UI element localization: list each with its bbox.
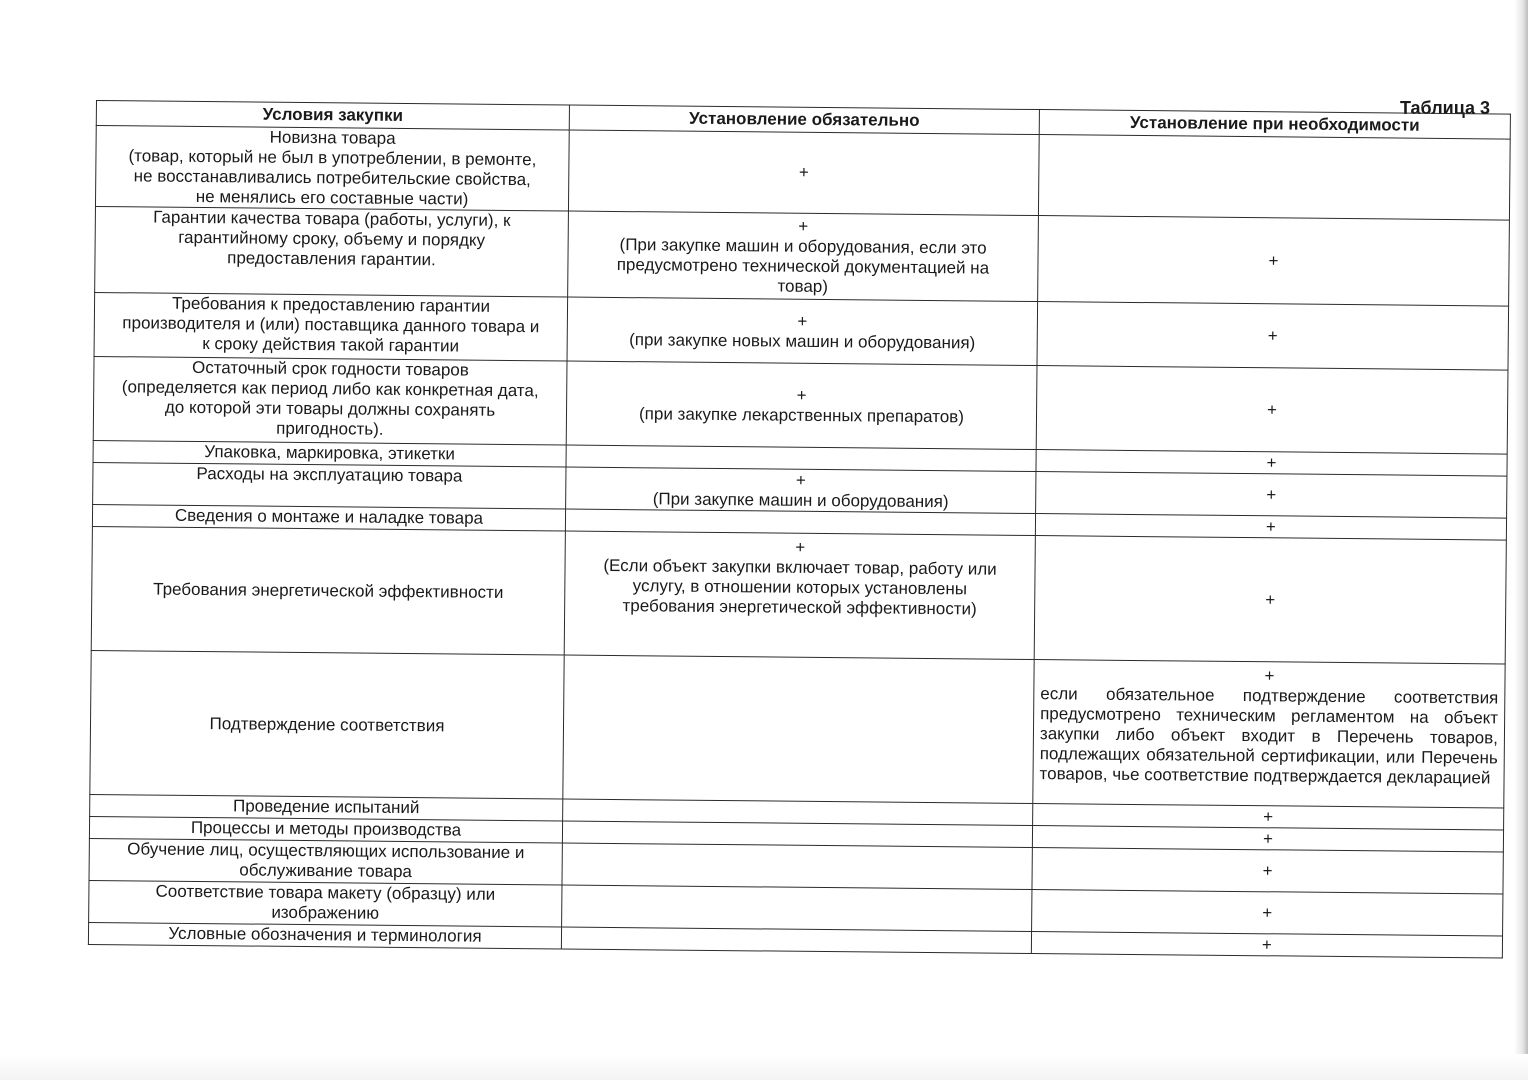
text-line: предоставления гарантии. xyxy=(227,248,436,270)
cell-condition xyxy=(94,292,568,361)
text-line: обслуживание товара xyxy=(239,860,412,882)
text-line: Соответствие товара макету (образцу) или xyxy=(155,881,496,904)
header-optional: Установление при необходимости xyxy=(1039,110,1510,140)
cell-mandatory xyxy=(562,843,1032,890)
text-line: Сведения о монтаже и наладке товара xyxy=(174,505,484,528)
cell-optional xyxy=(1038,135,1510,221)
text-line: (при закупке лекарственных препаратов) xyxy=(638,403,965,426)
text-line: (При закупке машин и оборудования, если это xyxy=(619,234,987,258)
text-line: изображению xyxy=(271,902,380,923)
text-line: (товар, который не был в употреблении, в ремонте, xyxy=(128,146,537,170)
cell-condition xyxy=(95,126,569,212)
text-line: Новизна товара xyxy=(269,127,396,148)
scan-page-edge xyxy=(1514,0,1528,1080)
cell-optional xyxy=(1036,366,1508,455)
cell-optional xyxy=(1034,536,1506,665)
text-line: Остаточный срок годности товаров xyxy=(191,357,469,380)
table-row xyxy=(90,650,1505,808)
cell-optional xyxy=(1031,932,1502,959)
text-line: Требования энергетической эффективности xyxy=(153,579,504,602)
cell-condition xyxy=(88,922,561,949)
optional-paragraph: если обязательное подтверждение соответствия предусмотрено техническим регламентом на объект закупки либо объект входит в Перечень товаров, подлежащих обязательной сертификации, или Перечень товаров, чье соответствие подтверждается декларацией xyxy=(1039,684,1499,788)
text-line: требования энергетической эффективности) xyxy=(622,596,977,619)
table-row xyxy=(93,356,1508,454)
plus-mark: + xyxy=(1262,828,1274,848)
scan-bottom-shade xyxy=(0,1054,1528,1080)
table-caption: Таблица 3 xyxy=(1400,98,1491,118)
plus-mark: + xyxy=(797,311,808,331)
plus-mark: + xyxy=(798,162,809,182)
text-line: гарантийному сроку, объему и порядку xyxy=(178,227,486,250)
text-line: пригодность). xyxy=(276,418,384,439)
text-line: (При закупке машин и оборудования) xyxy=(652,488,949,511)
plus-mark: + xyxy=(1262,860,1273,880)
plus-mark: + xyxy=(1266,452,1277,472)
text-line: (определяется как период либо как конкретная дата, xyxy=(121,377,539,401)
cell-mandatory xyxy=(563,655,1034,804)
cell-mandatory xyxy=(564,531,1035,660)
cell-mandatory xyxy=(567,297,1038,366)
cell-condition xyxy=(91,526,565,655)
plus-mark: + xyxy=(1265,589,1276,609)
text-line: товар) xyxy=(777,276,829,296)
cell-condition xyxy=(95,206,569,297)
cell-mandatory xyxy=(566,361,1037,450)
plus-mark: + xyxy=(1264,666,1275,686)
header-conditions: Условия закупки xyxy=(96,101,569,131)
cell-optional xyxy=(1038,216,1510,307)
text-line: Процессы и методы производства xyxy=(190,817,462,840)
text-line: Гарантии качества товара (работы, услуги), к xyxy=(153,207,511,230)
plus-mark: + xyxy=(1266,484,1277,504)
cell-mandatory xyxy=(561,927,1031,954)
cell-optional xyxy=(1032,848,1503,895)
header-mandatory: Установление обязательно xyxy=(569,105,1039,135)
plus-mark: + xyxy=(795,470,806,490)
text-line: Расходы на эксплуатацию товара xyxy=(196,463,463,486)
text-line: Обучение лиц, осуществляющих использование и xyxy=(127,839,525,863)
text-line: предусмотрено технической документацией на xyxy=(616,254,990,278)
cell-mandatory xyxy=(562,885,1032,932)
procurement-conditions-table xyxy=(88,100,1511,959)
text-line: Подтверждение соответствия xyxy=(209,713,445,735)
plus-mark: + xyxy=(1263,806,1274,826)
text-line: услугу, в отношении которых установлены xyxy=(632,576,968,599)
plus-mark: + xyxy=(795,537,806,557)
table-row xyxy=(91,526,1506,664)
text-line: не менялись его составные части) xyxy=(195,186,469,209)
cell-condition xyxy=(89,880,562,927)
cell-mandatory xyxy=(568,130,1039,216)
table-row xyxy=(95,206,1510,306)
plus-mark: + xyxy=(1265,516,1277,536)
cell-condition xyxy=(93,462,566,509)
text-line: до которой эти товары должны сохранять xyxy=(164,397,496,420)
text-line: к сроку действия такой гарантии xyxy=(202,334,460,356)
plus-mark: + xyxy=(1268,250,1279,270)
plus-mark: + xyxy=(1267,325,1278,345)
cell-condition xyxy=(89,838,562,885)
cell-condition xyxy=(93,356,567,445)
text-line: Проведение испытаний xyxy=(232,796,420,818)
text-line: не восстанавливались потребительские свойства, xyxy=(133,166,531,190)
cell-optional xyxy=(1033,660,1505,809)
table-row xyxy=(95,126,1510,221)
text-line: производителя и (или) поставщика данного товара и xyxy=(122,313,540,337)
text-line: Упаковка, маркировка, этикетки xyxy=(204,442,455,464)
plus-mark: + xyxy=(798,216,809,236)
cell-optional xyxy=(1032,890,1503,937)
cell-condition xyxy=(90,650,564,799)
text-line: (Если объект закупки включает товар, работу или xyxy=(603,555,997,579)
text-line: (при закупке новых машин и оборудования) xyxy=(629,329,976,352)
text-line: Требования к предоставлению гарантии xyxy=(171,293,491,316)
cell-mandatory xyxy=(568,211,1039,302)
cell-optional xyxy=(1037,302,1509,371)
plus-mark: + xyxy=(1262,902,1273,922)
text-line: Условные обозначения и терминология xyxy=(168,923,482,946)
plus-mark: + xyxy=(1261,934,1273,954)
cell-mandatory xyxy=(566,467,1036,514)
cell-optional xyxy=(1036,472,1507,519)
plus-mark: + xyxy=(1267,399,1278,419)
plus-mark: + xyxy=(796,385,807,405)
